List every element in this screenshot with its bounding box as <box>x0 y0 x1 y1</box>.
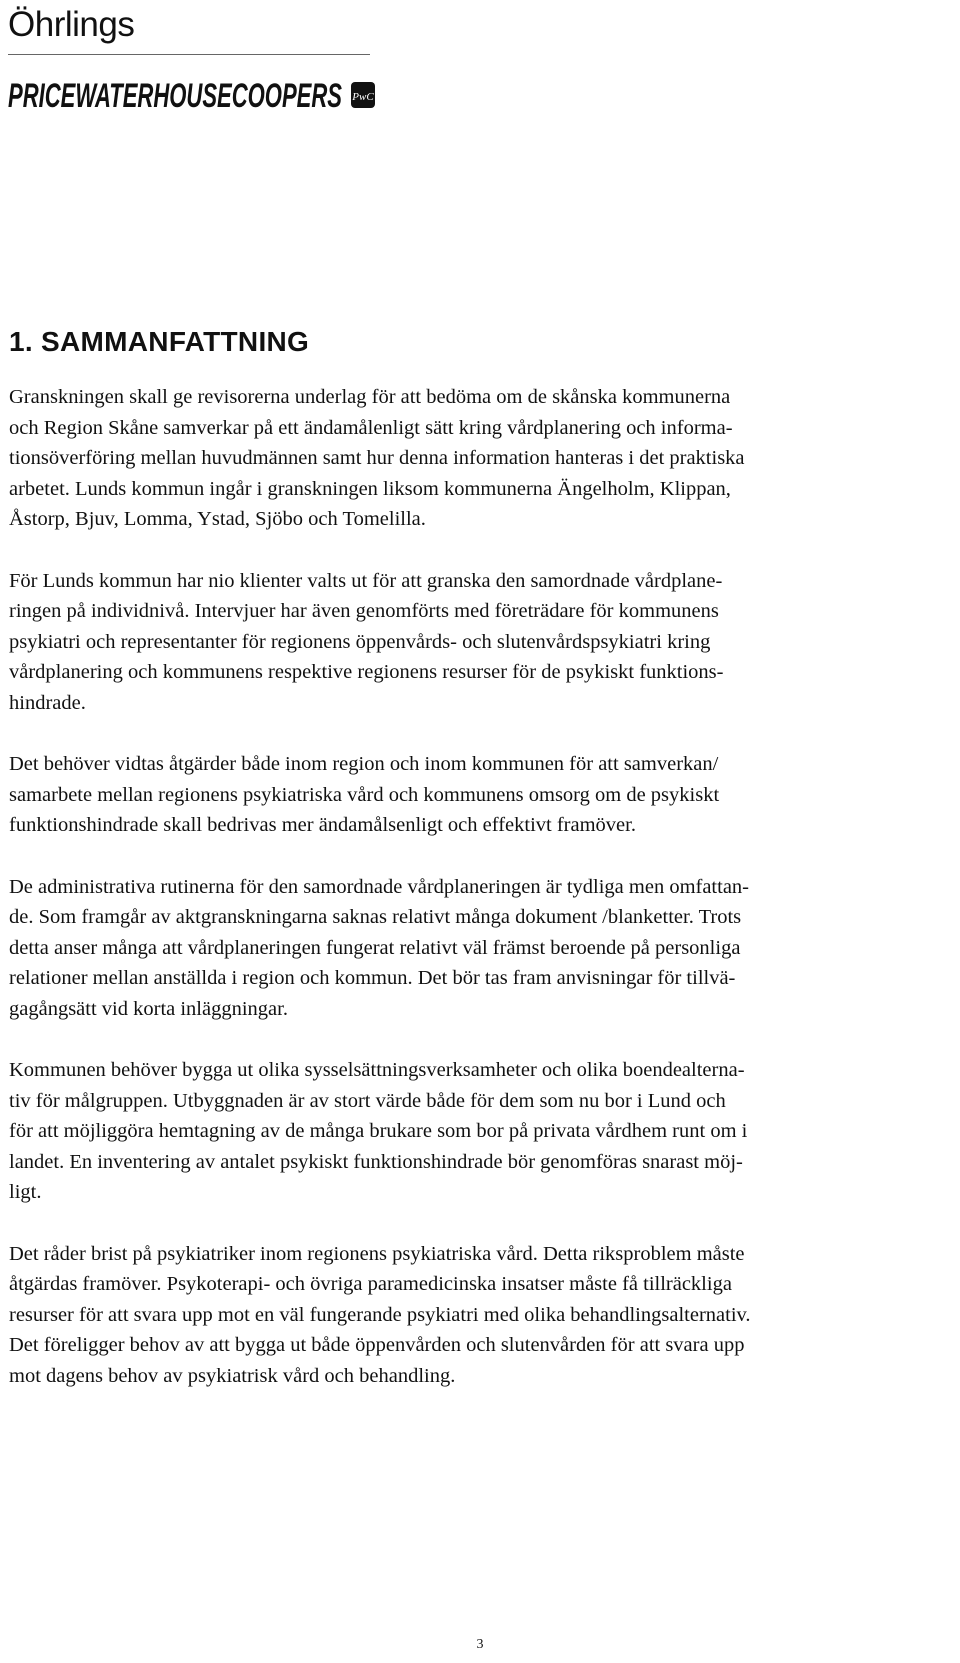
pwc-seal-icon <box>351 82 375 108</box>
brand-name: Öhrlings <box>8 5 135 44</box>
paragraph-3: Det behöver vidtas åtgärder både inom region och inom kommunen för att samverkan/ samarbete mellan regionens psykiatriska vård och kommunens omsorg om de psykiskt funktionshindrade skall bedrivas mer ändamålsenligt och effektivt framöver. <box>9 753 720 836</box>
paragraph-1: Granskningen skall ge revisorerna underlag för att bedöma om de skånska kommunerna och Region Skåne samverkar på ett ändamålenligt sätt kring vårdplanering och informa- tionsöverföring mellan huvudmännen samt hur denna information hanteras i det praktiska arbetet. Lunds kommun ingår i granskningen liksom kommunerna Ängelholm, Klippan, Åstorp, Bjuv, Lomma, Ystad, Sjöbo och Tomelilla. <box>9 386 745 530</box>
section-heading: 1. SAMMANFATTNING <box>9 326 310 357</box>
page-number: 3 <box>476 1637 484 1652</box>
pwc-seal-text: PwC <box>352 91 374 103</box>
logo-divider <box>8 54 370 55</box>
pwc-logo <box>8 61 388 121</box>
summary-section <box>9 326 953 1422</box>
pwc-logo-wordmark: PRICEWATERHOUSECOOPERS <box>8 77 343 115</box>
header-logo <box>8 2 388 121</box>
paragraph-6: Det råder brist på psykiatriker inom regionens psykiatriska vård. Detta riksproblem måste åtgärdas framöver. Psykoterapi- och övriga paramedicinska insatser måste få tillräckliga resurser för att svara upp mot en väl fungerande psykiatri med olika behandlingsalternativ. Det föreligger behov av att bygga ut både öppenvården och slutenvården för att svara upp mot dagens behov av psykiatrisk vård och behandling. <box>9 1242 751 1387</box>
pwc-logo-graphic <box>8 65 380 117</box>
paragraph-4: De administrativa rutinerna för den samordnade vårdplaneringen är tydliga men omfattan- de. Som framgår av aktgranskningarna saknas relativt många dokument /blanketter. Trots detta anser många att vårdplaneringen fungerat relativt väl främst beroende på personliga relationer mellan anställda i region och kommun. Det bör tas fram anvisningar för tillvä- gagångsätt vid korta inläggningar. <box>9 875 750 1020</box>
paragraph-2: För Lunds kommun har nio klienter valts ut för att granska den samordnade vårdplane- ringen på individnivå. Intervjuer har även genomförts med företrädare för kommunens psykiatri och representanter för regionens öppenvårds- och slutenvårdspsykiatri kring vårdplanering och kommunens respektive regionens resurser för de psykiskt funktions- hindrade. <box>9 569 724 714</box>
paragraph-5: Kommunen behöver bygga ut olika sysselsättningsverksamheter och olika boendealterna- tiv för målgruppen. Utbyggnaden är av stort värde både för dem som nu bor i Lund och för att möjliggöra hemtagning av de många brukare som bor på privata vårdhem runt om i landet. En inventering av antalet psykiskt funktionshindrade bör genomföras snarast möj- ligt. <box>9 1059 748 1203</box>
